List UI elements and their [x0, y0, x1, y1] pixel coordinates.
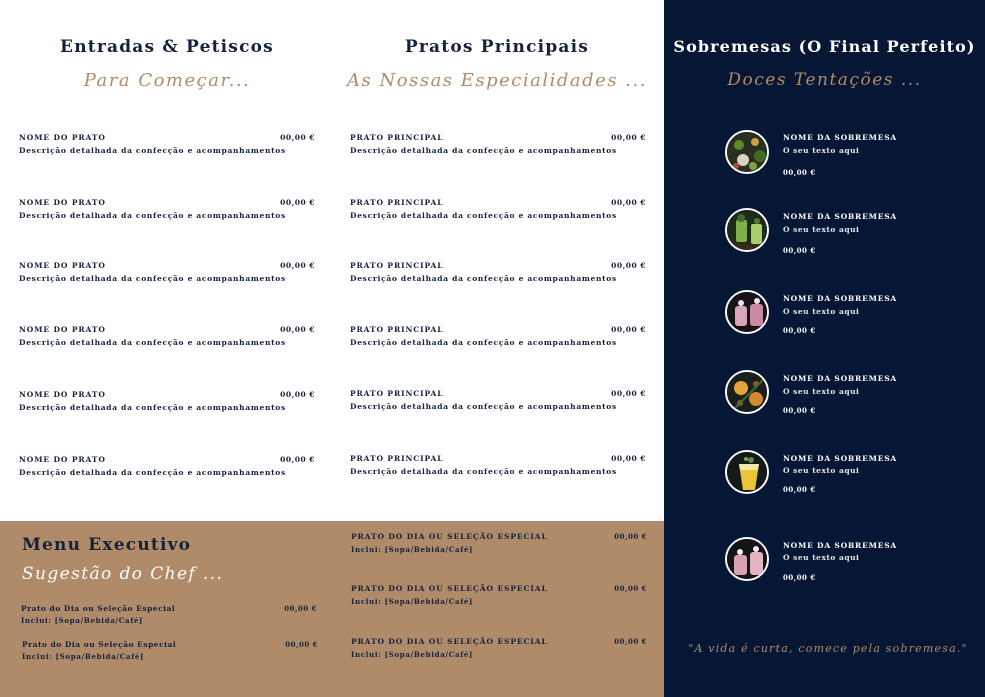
item-name: NOME DA SOBREMESA	[783, 212, 898, 221]
executivo-title: Menu Executivo	[22, 535, 192, 555]
item-description: O seu texto aqui	[783, 307, 860, 316]
dessert-photo-graphic	[727, 372, 769, 414]
item-description: Descrição detalhada da confecção e acompanhamentos	[350, 402, 617, 411]
item-name: NOME DA SOBREMESA	[783, 541, 898, 550]
item-name: PRATO PRINCIPAL	[350, 133, 444, 142]
item-name: NOME DO PRATO	[19, 390, 106, 399]
item-price: 00,00 €	[614, 637, 647, 646]
item-description: Descrição detalhada da confecção e acompanhamentos	[19, 146, 286, 155]
item-name: PRATO PRINCIPAL	[350, 454, 444, 463]
item-price: 00,00 €	[611, 454, 646, 463]
item-description: O seu texto aqui	[783, 553, 860, 562]
item-description: Inclui: [Sopa/Bebida/Café]	[21, 616, 144, 625]
list-item	[19, 198, 315, 224]
item-price: 00,00 €	[783, 485, 816, 494]
item-description: Descrição detalhada da confecção e acompanhamentos	[350, 211, 617, 220]
item-name: PRATO DO DIA OU SELEÇÃO ESPECIAL	[351, 532, 548, 541]
item-description: Descrição detalhada da confecção e acompanhamentos	[350, 467, 617, 476]
item-price: 00,00 €	[280, 390, 315, 399]
dessert-photo	[725, 537, 769, 581]
sobremesas-title: Sobremesas (O Final Perfeito)	[673, 37, 976, 56]
item-description: Inclui: [Sopa/Bebida/Café]	[351, 597, 474, 606]
item-name: PRATO DO DIA OU SELEÇÃO ESPECIAL	[351, 584, 548, 593]
dessert-photo-graphic	[727, 539, 769, 581]
item-name: NOME DO PRATO	[19, 198, 106, 207]
list-item	[19, 133, 315, 159]
item-description: Descrição detalhada da confecção e acompanhamentos	[350, 274, 617, 283]
dessert-photo-graphic	[727, 210, 769, 252]
item-name: PRATO PRINCIPAL	[350, 325, 444, 334]
entradas-title: Entradas & Petiscos	[60, 37, 274, 57]
list-item	[725, 208, 925, 256]
item-name: NOME DO PRATO	[19, 325, 106, 334]
item-name: NOME DO PRATO	[19, 133, 106, 142]
item-description: O seu texto aqui	[783, 387, 860, 396]
entradas-subtitle: Para Começar...	[83, 70, 251, 91]
item-name: NOME DA SOBREMESA	[783, 294, 898, 303]
item-description: O seu texto aqui	[783, 225, 860, 234]
item-description: Inclui: [Sopa/Bebida/Café]	[351, 650, 474, 659]
item-name: PRATO DO DIA OU SELEÇÃO ESPECIAL	[351, 637, 548, 646]
item-price: 00,00 €	[611, 261, 646, 270]
item-price: 00,00 €	[783, 573, 816, 582]
sobremesas-subtitle: Doces Tentações ...	[727, 70, 922, 90]
item-name: PRATO PRINCIPAL	[350, 389, 444, 398]
item-description: Descrição detalhada da confecção e acompanhamentos	[19, 403, 286, 412]
sobremesas-panel	[664, 0, 985, 697]
item-description: Descrição detalhada da confecção e acompanhamentos	[19, 468, 286, 477]
item-price: 00,00 €	[611, 133, 646, 142]
item-price: 00,00 €	[285, 640, 318, 649]
item-name: Prato do Dia ou Seleção Especial	[22, 640, 177, 649]
list-item	[350, 454, 646, 480]
executivo-subtitle: Sugestão do Chef ...	[22, 564, 224, 584]
item-price: 00,00 €	[280, 133, 315, 142]
item-price: 00,00 €	[611, 198, 646, 207]
item-description: Descrição detalhada da confecção e acompanhamentos	[19, 338, 286, 347]
item-description: Descrição detalhada da confecção e acompanhamentos	[19, 211, 286, 220]
dessert-photo	[725, 450, 769, 494]
item-price: 00,00 €	[783, 406, 816, 415]
item-price: 00,00 €	[614, 584, 647, 593]
item-price: 00,00 €	[614, 532, 647, 541]
list-item	[725, 450, 925, 498]
item-name: NOME DA SOBREMESA	[783, 374, 898, 383]
list-item	[21, 604, 317, 626]
item-name: PRATO PRINCIPAL	[350, 261, 444, 270]
dessert-photo	[725, 370, 769, 414]
list-item	[350, 261, 646, 287]
list-item	[350, 389, 646, 415]
list-item	[19, 325, 315, 351]
list-item	[19, 455, 315, 481]
dessert-photo	[725, 130, 769, 174]
item-price: 00,00 €	[280, 455, 315, 464]
list-item	[725, 290, 925, 338]
list-item	[350, 325, 646, 351]
dessert-photo-graphic	[727, 452, 769, 494]
item-name: NOME DO PRATO	[19, 455, 106, 464]
list-item	[351, 637, 647, 661]
sobremesas-quote: "A vida é curta, comece pela sobremesa."	[688, 642, 968, 655]
item-description: Inclui: [Sopa/Bebida/Café]	[351, 545, 474, 554]
pratos-subtitle: As Nossas Especialidades ...	[347, 70, 647, 91]
item-price: 00,00 €	[783, 168, 816, 177]
item-name: NOME DO PRATO	[19, 261, 106, 270]
item-description: O seu texto aqui	[783, 466, 860, 475]
item-name: NOME DA SOBREMESA	[783, 454, 898, 463]
item-price: 00,00 €	[611, 389, 646, 398]
item-description: Descrição detalhada da confecção e acompanhamentos	[350, 146, 617, 155]
item-name: NOME DA SOBREMESA	[783, 133, 898, 142]
item-price: 00,00 €	[611, 325, 646, 334]
item-price: 00,00 €	[280, 198, 315, 207]
item-price: 00,00 €	[284, 604, 317, 613]
item-name: PRATO PRINCIPAL	[350, 198, 444, 207]
list-item	[725, 130, 925, 178]
list-item	[19, 390, 315, 416]
dessert-photo	[725, 290, 769, 334]
list-item	[22, 640, 318, 662]
list-item	[725, 537, 925, 585]
pratos-title: Pratos Principais	[404, 37, 590, 57]
list-item	[725, 370, 925, 418]
list-item	[350, 133, 646, 159]
dessert-photo-graphic	[727, 132, 769, 174]
item-price: 00,00 €	[280, 325, 315, 334]
item-description: Inclui: [Sopa/Bebida/Café]	[22, 652, 145, 661]
dessert-photo-graphic	[727, 292, 769, 334]
dessert-photo	[725, 208, 769, 252]
item-name: Prato do Dia ou Seleção Especial	[21, 604, 176, 613]
item-price: 00,00 €	[280, 261, 315, 270]
executivo-panel	[0, 521, 664, 697]
item-description: Descrição detalhada da confecção e acompanhamentos	[350, 338, 617, 347]
item-description: Descrição detalhada da confecção e acompanhamentos	[19, 274, 286, 283]
list-item	[350, 198, 646, 224]
item-description: O seu texto aqui	[783, 146, 860, 155]
list-item	[351, 584, 647, 608]
item-price: 00,00 €	[783, 246, 816, 255]
list-item	[351, 532, 647, 556]
list-item	[19, 261, 315, 287]
item-price: 00,00 €	[783, 326, 816, 335]
